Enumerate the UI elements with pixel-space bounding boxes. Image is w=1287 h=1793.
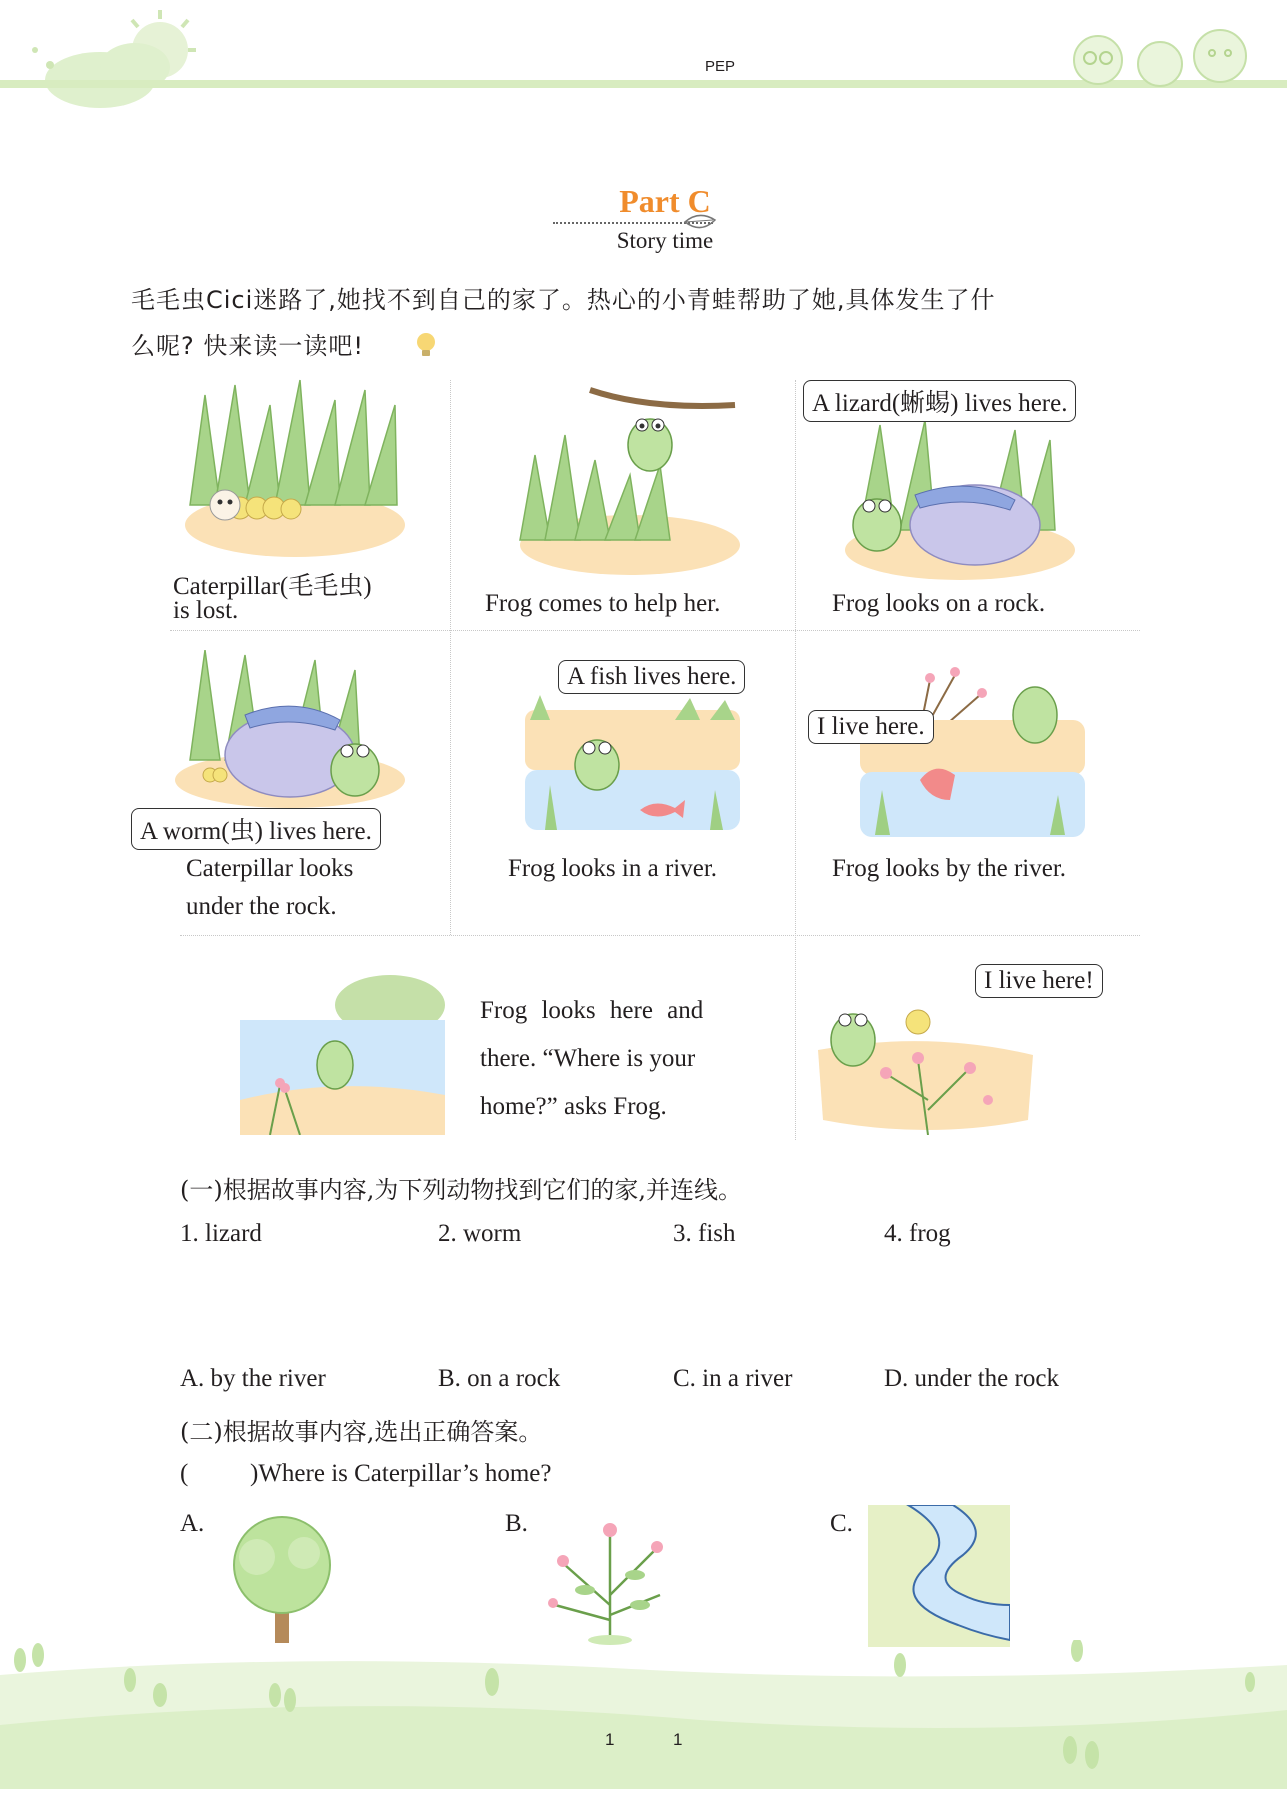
home-item-c[interactable]: C. in a river: [673, 1365, 793, 1392]
panel-4-illustration: [170, 650, 410, 814]
panel-8-speech-bubble: I live here!: [975, 964, 1103, 998]
animal-item-3[interactable]: 3. fish: [673, 1220, 736, 1247]
panel-2-caption: Frog comes to help her.: [485, 590, 721, 617]
panel-7-text-line3: home?” asks Frog.: [480, 1093, 667, 1120]
answer-blank-open: (: [180, 1460, 189, 1487]
header-title: PEP: [704, 58, 735, 75]
panel-5-speech-bubble: A fish lives here.: [558, 660, 745, 694]
part-title: Part C: [619, 183, 711, 219]
exercise-1-instruction: (一)根据故事内容,为下列动物找到它们的家,并连线。: [180, 1176, 742, 1204]
panel-7-text-line1: Frog looks here and: [480, 997, 704, 1024]
grid-divider-h2: [180, 935, 1140, 936]
panel-4-caption-line2: under the rock.: [186, 893, 337, 920]
page-number-left: 1: [605, 1730, 615, 1749]
panel-8-illustration: [818, 1000, 1038, 1139]
grid-divider-v2: [795, 380, 796, 1140]
panel-7-illustration: [240, 975, 450, 1139]
panel-4-caption-line1: Caterpillar looks: [186, 855, 354, 882]
home-item-d[interactable]: D. under the rock: [884, 1365, 1059, 1392]
part-subtitle: Story time: [616, 228, 714, 253]
panel-2-illustration: [510, 380, 750, 584]
home-item-a[interactable]: A. by the river: [180, 1365, 326, 1392]
header-decoration-right: [1060, 20, 1260, 90]
intro-line-2: 么呢? 快来读一读吧!: [131, 332, 364, 360]
panel-4-speech-bubble: A worm(虫) lives here.: [131, 808, 381, 850]
option-c-label[interactable]: C.: [830, 1510, 853, 1537]
question-text: )Where is Caterpillar’s home?: [250, 1460, 552, 1487]
home-item-b[interactable]: B. on a rock: [438, 1365, 561, 1392]
grid-divider-v1: [450, 380, 451, 935]
lightbulb-icon: [413, 330, 439, 364]
panel-1-caption-line1: Caterpillar(毛毛虫): [173, 573, 372, 600]
panel-6-illustration: [860, 660, 1090, 844]
option-a-label[interactable]: A.: [180, 1510, 205, 1537]
panel-5-illustration: [525, 690, 745, 844]
page-number-right: 1: [673, 1730, 683, 1749]
panel-7-text-line2: there. “Where is your: [480, 1045, 696, 1072]
panel-3-caption: Frog looks on a rock.: [832, 590, 1046, 617]
intro-line-1: 毛毛虫Cici迷路了,她找不到自己的家了。热心的小青蛙帮助了她,具体发生了什: [131, 286, 996, 314]
option-b-label[interactable]: B.: [505, 1510, 528, 1537]
animal-item-1[interactable]: 1. lizard: [180, 1220, 262, 1247]
panel-5-caption: Frog looks in a river.: [508, 855, 718, 882]
option-c-river-icon[interactable]: [868, 1505, 1010, 1651]
panel-6-speech-bubble: I live here.: [808, 710, 934, 744]
animal-item-4[interactable]: 4. frog: [884, 1220, 951, 1247]
exercise-2-instruction: (二)根据故事内容,选出正确答案。: [180, 1418, 543, 1446]
option-b-flower-icon[interactable]: [535, 1505, 685, 1649]
animal-item-2[interactable]: 2. worm: [438, 1220, 522, 1247]
panel-3-illustration: [840, 420, 1080, 584]
footer-landscape: [0, 1640, 1287, 1789]
option-a-tree-icon[interactable]: [212, 1505, 352, 1649]
panel-3-speech-bubble: A lizard(蜥蜴) lives here.: [803, 380, 1076, 422]
panel-1-illustration: [175, 375, 415, 564]
animal-faces-icon: [1060, 20, 1260, 90]
panel-1-caption-line2: is lost.: [173, 597, 239, 624]
panel-6-caption: Frog looks by the river.: [832, 855, 1067, 882]
grid-divider-h1: [170, 630, 1140, 631]
